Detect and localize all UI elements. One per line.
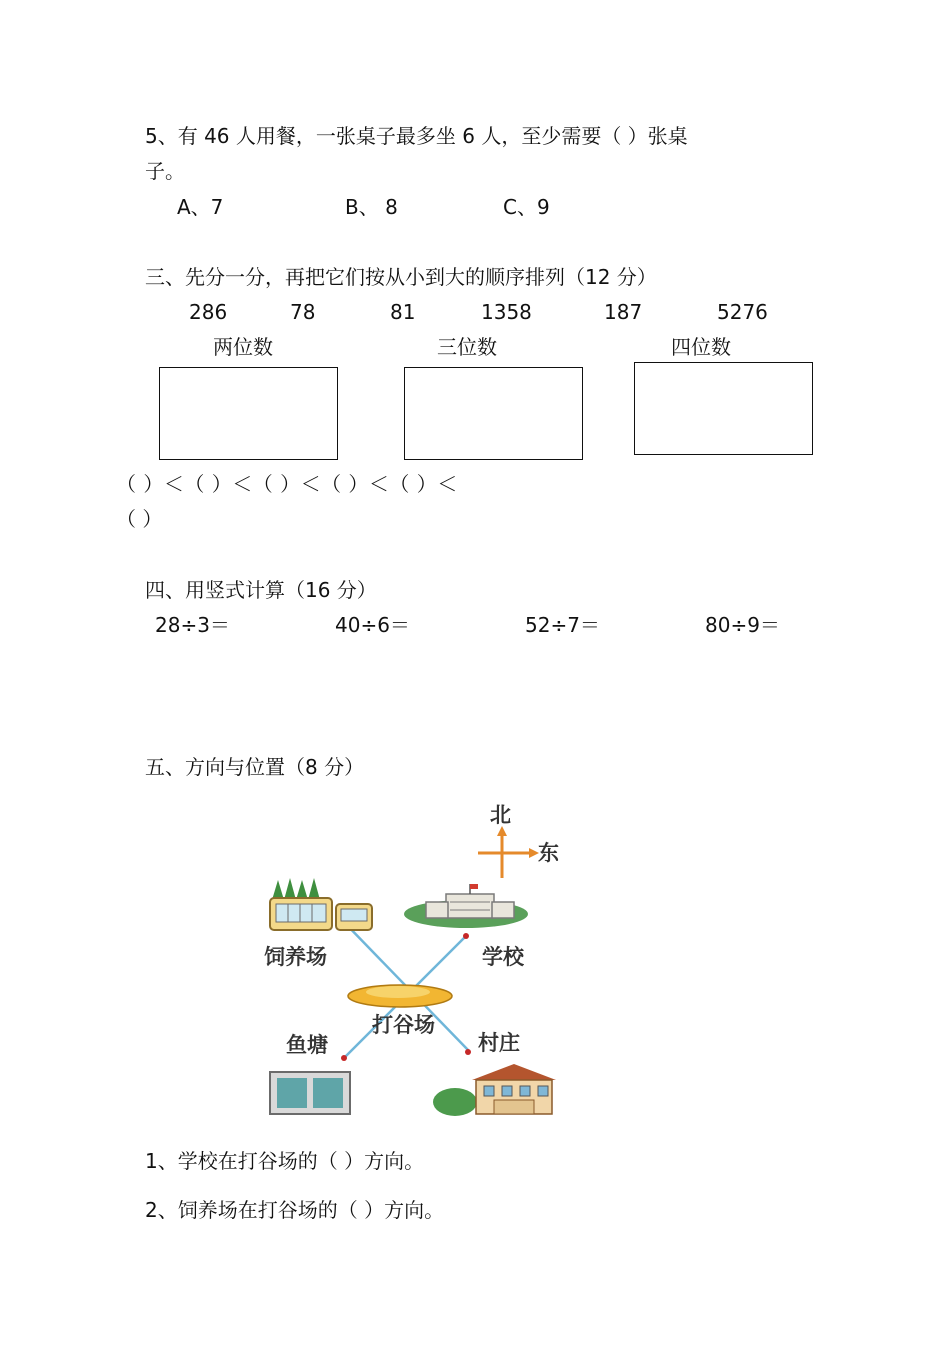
q5-line1: 5、有 46 人用餐，一张桌子最多坐 6 人，至少需要（ ）张桌 bbox=[145, 124, 688, 148]
threshing-ground-label: 打谷场 bbox=[372, 1012, 435, 1037]
pond-label: 鱼塘 bbox=[286, 1032, 328, 1057]
answer-box-two-digit[interactable] bbox=[159, 367, 338, 460]
q5-option-a: A、7 bbox=[177, 195, 224, 219]
section5-question-1: 1、学校在打谷场的（ ）方向。 bbox=[145, 1149, 425, 1173]
direction-map bbox=[250, 790, 570, 1125]
q5-option-b: B、 8 bbox=[345, 195, 398, 219]
section5-title: 五、方向与位置（8 分） bbox=[145, 755, 365, 779]
division-problem: 52÷7＝ bbox=[525, 613, 600, 637]
threshing-ground-icon bbox=[348, 985, 452, 1007]
village-house-icon bbox=[433, 1064, 556, 1116]
north-label: 北 bbox=[490, 802, 511, 827]
number-item: 81 bbox=[390, 300, 416, 324]
section5-question-2: 2、饲养场在打谷场的（ ）方向。 bbox=[145, 1198, 445, 1222]
number-item: 187 bbox=[604, 300, 643, 324]
number-item: 78 bbox=[290, 300, 316, 324]
box-label-three-digit: 三位数 bbox=[437, 335, 497, 359]
number-item: 5276 bbox=[717, 300, 768, 324]
east-label: 东 bbox=[538, 840, 559, 865]
division-problem: 40÷6＝ bbox=[335, 613, 410, 637]
number-item: 1358 bbox=[481, 300, 532, 324]
fish-pond-icon bbox=[270, 1072, 350, 1114]
order-line-2: （ ） bbox=[116, 507, 163, 531]
order-line-1: （ ）＜（ ）＜（ ）＜（ ）＜（ ）＜ bbox=[116, 472, 458, 496]
answer-box-four-digit[interactable] bbox=[634, 362, 813, 455]
compass-rose bbox=[478, 802, 559, 878]
village-label: 村庄 bbox=[478, 1030, 520, 1055]
division-problem: 80÷9＝ bbox=[705, 613, 780, 637]
farm-label: 饲养场 bbox=[264, 944, 327, 969]
q5-line2: 子。 bbox=[145, 159, 185, 183]
school-label: 学校 bbox=[482, 944, 524, 969]
section3-title: 三、先分一分，再把它们按从小到大的顺序排列（12 分） bbox=[145, 265, 657, 289]
box-label-two-digit: 两位数 bbox=[213, 335, 273, 359]
school-icon bbox=[404, 884, 528, 928]
section4-title: 四、用竖式计算（16 分） bbox=[145, 578, 377, 602]
number-item: 286 bbox=[189, 300, 228, 324]
answer-box-three-digit[interactable] bbox=[404, 367, 583, 460]
q5-option-c: C、9 bbox=[503, 195, 550, 219]
box-label-four-digit: 四位数 bbox=[671, 335, 731, 359]
division-problem: 28÷3＝ bbox=[155, 613, 230, 637]
farm-icon bbox=[270, 878, 372, 930]
direction-map-illustration bbox=[250, 790, 570, 1125]
